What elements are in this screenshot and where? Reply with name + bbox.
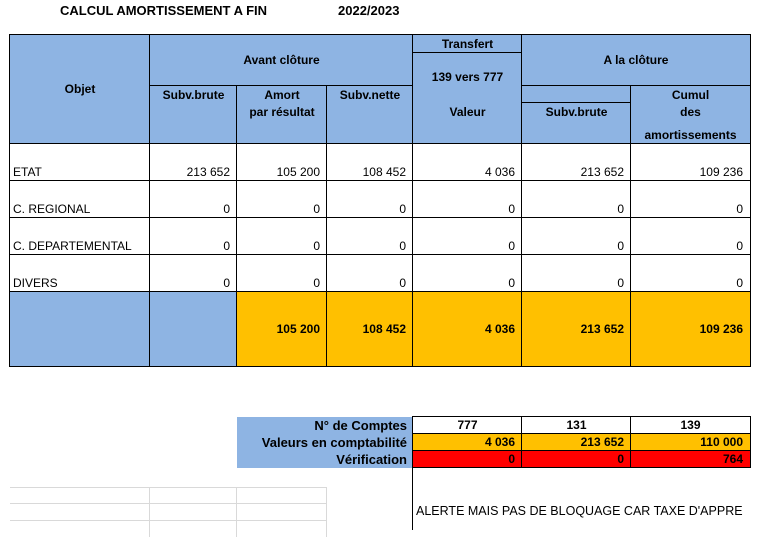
- group-apres-header: A la clôture: [603, 53, 669, 67]
- row-subv-brute: 0: [223, 202, 230, 216]
- sub-subv-brute-2-header: Subv.brute: [545, 105, 608, 119]
- sub-amort-header-2: par résultat: [249, 105, 315, 119]
- row-subv-nette: 108 452: [362, 165, 406, 179]
- total-amort: 105 200: [276, 322, 320, 336]
- group-transfert-sub: 139 vers 777: [431, 70, 504, 84]
- compte-131: 131: [566, 418, 587, 432]
- sub-amort-header: Amort: [264, 88, 300, 102]
- valeur-777: 4 036: [484, 435, 515, 449]
- row-amort: 0: [313, 239, 320, 253]
- total-row-label-area: [10, 292, 237, 366]
- row-subv-brute-2: 213 652: [580, 165, 624, 179]
- row-objet: ETAT: [13, 165, 42, 179]
- row-valeur: 4 036: [484, 165, 515, 179]
- row-valeur: 0: [508, 276, 515, 290]
- sub-subv-nette-header: Subv.nette: [339, 88, 401, 102]
- sub-valeur-header: Valeur: [449, 105, 486, 119]
- row-subv-nette: 0: [399, 202, 406, 216]
- row-subv-brute: 0: [223, 239, 230, 253]
- compte-139: 139: [680, 418, 701, 432]
- row-cumul: 0: [736, 239, 743, 253]
- alert-message: ALERTE MAIS PAS DE BLOQUAGE CAR TAXE D'APPRE: [416, 504, 743, 518]
- row-valeur: 0: [508, 202, 515, 216]
- row-objet: C. REGIONAL: [13, 202, 91, 216]
- label-verification: Vérification: [336, 452, 407, 467]
- row-subv-brute: 0: [223, 276, 230, 290]
- sub-cumul-header-2: des: [680, 105, 701, 119]
- verif-131: 0: [617, 452, 624, 466]
- total-valeur: 4 036: [484, 322, 515, 336]
- total-subv-brute-2: 213 652: [580, 322, 624, 336]
- row-amort: 0: [313, 202, 320, 216]
- row-valeur: 0: [508, 239, 515, 253]
- verif-777: 0: [508, 452, 515, 466]
- page-title: CALCUL AMORTISSEMENT A FIN: [60, 3, 268, 18]
- group-transfert-header: Transfert: [441, 37, 494, 51]
- row-subv-brute: 213 652: [186, 165, 230, 179]
- total-cumul: 109 236: [699, 322, 743, 336]
- sub-cumul-header-3: amortissements: [644, 128, 737, 142]
- compte-777: 777: [457, 418, 478, 432]
- row-subv-brute-2: 0: [617, 202, 624, 216]
- col-objet-header: Objet: [64, 82, 96, 96]
- row-subv-nette: 0: [399, 239, 406, 253]
- row-cumul: 0: [736, 202, 743, 216]
- verif-139: 764: [722, 452, 743, 466]
- sub-subv-brute-header: Subv.brute: [162, 88, 225, 102]
- row-cumul: 0: [736, 276, 743, 290]
- year-label: 2022/2023: [338, 3, 400, 18]
- row-objet: C. DEPARTEMENTAL: [13, 239, 132, 253]
- valeur-139: 110 000: [700, 435, 743, 449]
- row-objet: DIVERS: [13, 276, 58, 290]
- row-subv-brute-2: 0: [617, 239, 624, 253]
- row-amort: 0: [313, 276, 320, 290]
- label-valeurs: Valeurs en comptabilité: [261, 435, 407, 450]
- valeur-131: 213 652: [580, 435, 624, 449]
- total-subv-nette: 108 452: [362, 322, 406, 336]
- row-subv-brute-2: 0: [617, 276, 624, 290]
- row-amort: 105 200: [276, 165, 320, 179]
- label-comptes: N° de Comptes: [314, 418, 407, 433]
- row-cumul: 109 236: [699, 165, 743, 179]
- row-subv-nette: 0: [399, 276, 406, 290]
- group-avant-header: Avant clôture: [243, 53, 320, 67]
- sub-cumul-header: Cumul: [671, 88, 710, 102]
